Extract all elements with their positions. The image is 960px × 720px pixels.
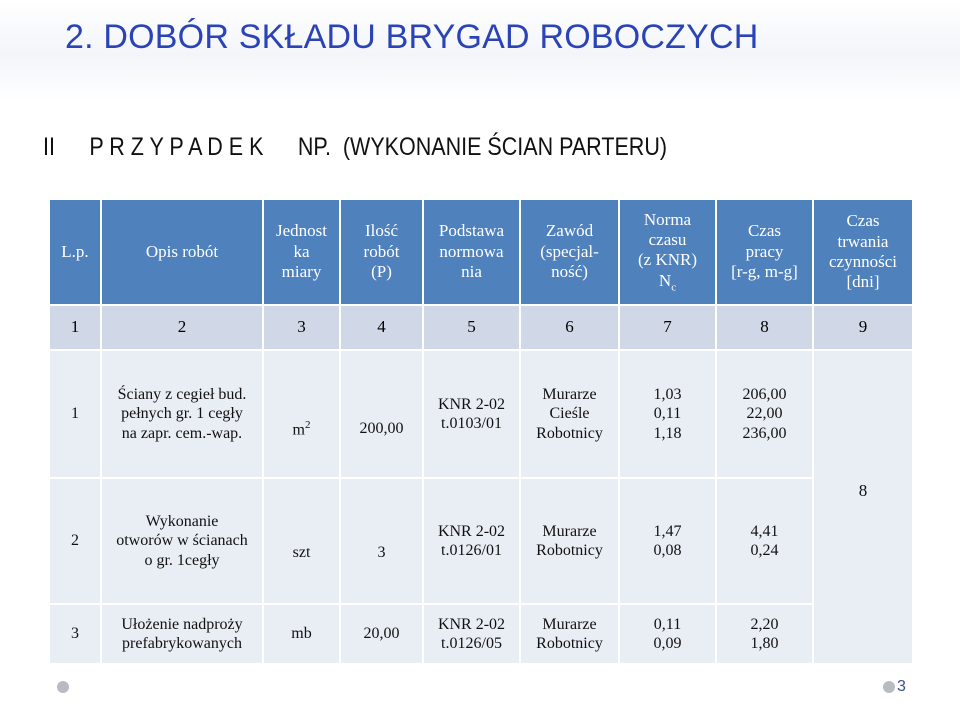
slide-subtitle [43, 133, 667, 162]
cell-jednostka: mb [263, 604, 340, 664]
cell-podstawa: KNR 2-02 t.0126/05 [423, 604, 520, 664]
cell-zawod: Murarze Robotnicy [520, 604, 619, 664]
column-number: 9 [813, 305, 913, 350]
cell-opis: Ułożenie nadproży prefabrykowanych [101, 604, 263, 664]
cell-zawod: Murarze Cieśle Robotnicy [520, 350, 619, 478]
cell-norma: 0,11 0,09 [619, 604, 716, 664]
table-row [49, 350, 913, 478]
cell-opis: Wykonanie otworów w ścianach o gr. 1cegły [101, 478, 263, 604]
cell-lp: 1 [49, 350, 101, 478]
decorative-dot-icon [57, 681, 69, 693]
header-ilosc: Ilość robót (P) [340, 199, 423, 305]
header-czas-trwania: Czas trwania czynności [dni] [813, 199, 913, 305]
subtitle-spaced: P R Z Y P A D E K [89, 133, 264, 161]
header-zawod: Zawód (specjal- ność) [520, 199, 619, 305]
cell-czas-pracy: 206,00 22,00 236,00 [716, 350, 813, 478]
header-lp: L.p. [49, 199, 101, 305]
cell-podstawa: KNR 2-02 t.0103/01 [423, 350, 520, 478]
decorative-dot-icon [883, 681, 895, 693]
cell-lp: 3 [49, 604, 101, 664]
header-podstawa: Podstawa normowa nia [423, 199, 520, 305]
table-header-row [49, 199, 913, 305]
header-jednostka: Jednost ka miary [263, 199, 340, 305]
slide-title: 2. DOBÓR SKŁADU BRYGAD ROBOCZYCH [65, 18, 759, 56]
header-czas-pracy: Czas pracy [r-g, m-g] [716, 199, 813, 305]
cell-ilosc: 20,00 [340, 604, 423, 664]
subtitle-rest: (WYKONANIE ŚCIAN PARTERU) [342, 133, 668, 161]
cell-czas-pracy: 2,20 1,80 [716, 604, 813, 664]
page-number: 3 [897, 678, 906, 695]
header-norma: Norma czasu (z KNR) $N_c$ [619, 199, 716, 305]
table-row [49, 478, 913, 604]
column-number: 2 [101, 305, 263, 350]
cell-lp: 2 [49, 478, 101, 604]
header-opis: Opis robót [101, 199, 263, 305]
cell-opis: Ściany z cegieł bud. pełnych gr. 1 cegły na zapr. cem.-wap. [101, 350, 263, 478]
brigade-table [48, 198, 914, 665]
cell-norma: 1,03 0,11 1,18 [619, 350, 716, 478]
column-number: 8 [716, 305, 813, 350]
cell-ilosc: 3 [340, 478, 423, 604]
column-number: 7 [619, 305, 716, 350]
column-number: 3 [263, 305, 340, 350]
cell-jednostka: $m^2$ [263, 350, 340, 478]
cell-podstawa: KNR 2-02 t.0126/01 [423, 478, 520, 604]
column-number: 4 [340, 305, 423, 350]
cell-zawod: Murarze Robotnicy [520, 478, 619, 604]
column-number: 5 [423, 305, 520, 350]
column-number: 6 [520, 305, 619, 350]
column-number: 1 [49, 305, 101, 350]
cell-czas-pracy: 4,41 0,24 [716, 478, 813, 604]
column-number-row [49, 305, 913, 350]
cell-jednostka: szt [263, 478, 340, 604]
cell-czas-trwania: 8 [813, 350, 913, 664]
subtitle-np: NP. [297, 133, 331, 161]
cell-ilosc: 200,00 [340, 350, 423, 478]
cell-norma: 1,47 0,08 [619, 478, 716, 604]
table-row [49, 604, 913, 664]
subtitle-roman: II [43, 133, 55, 161]
